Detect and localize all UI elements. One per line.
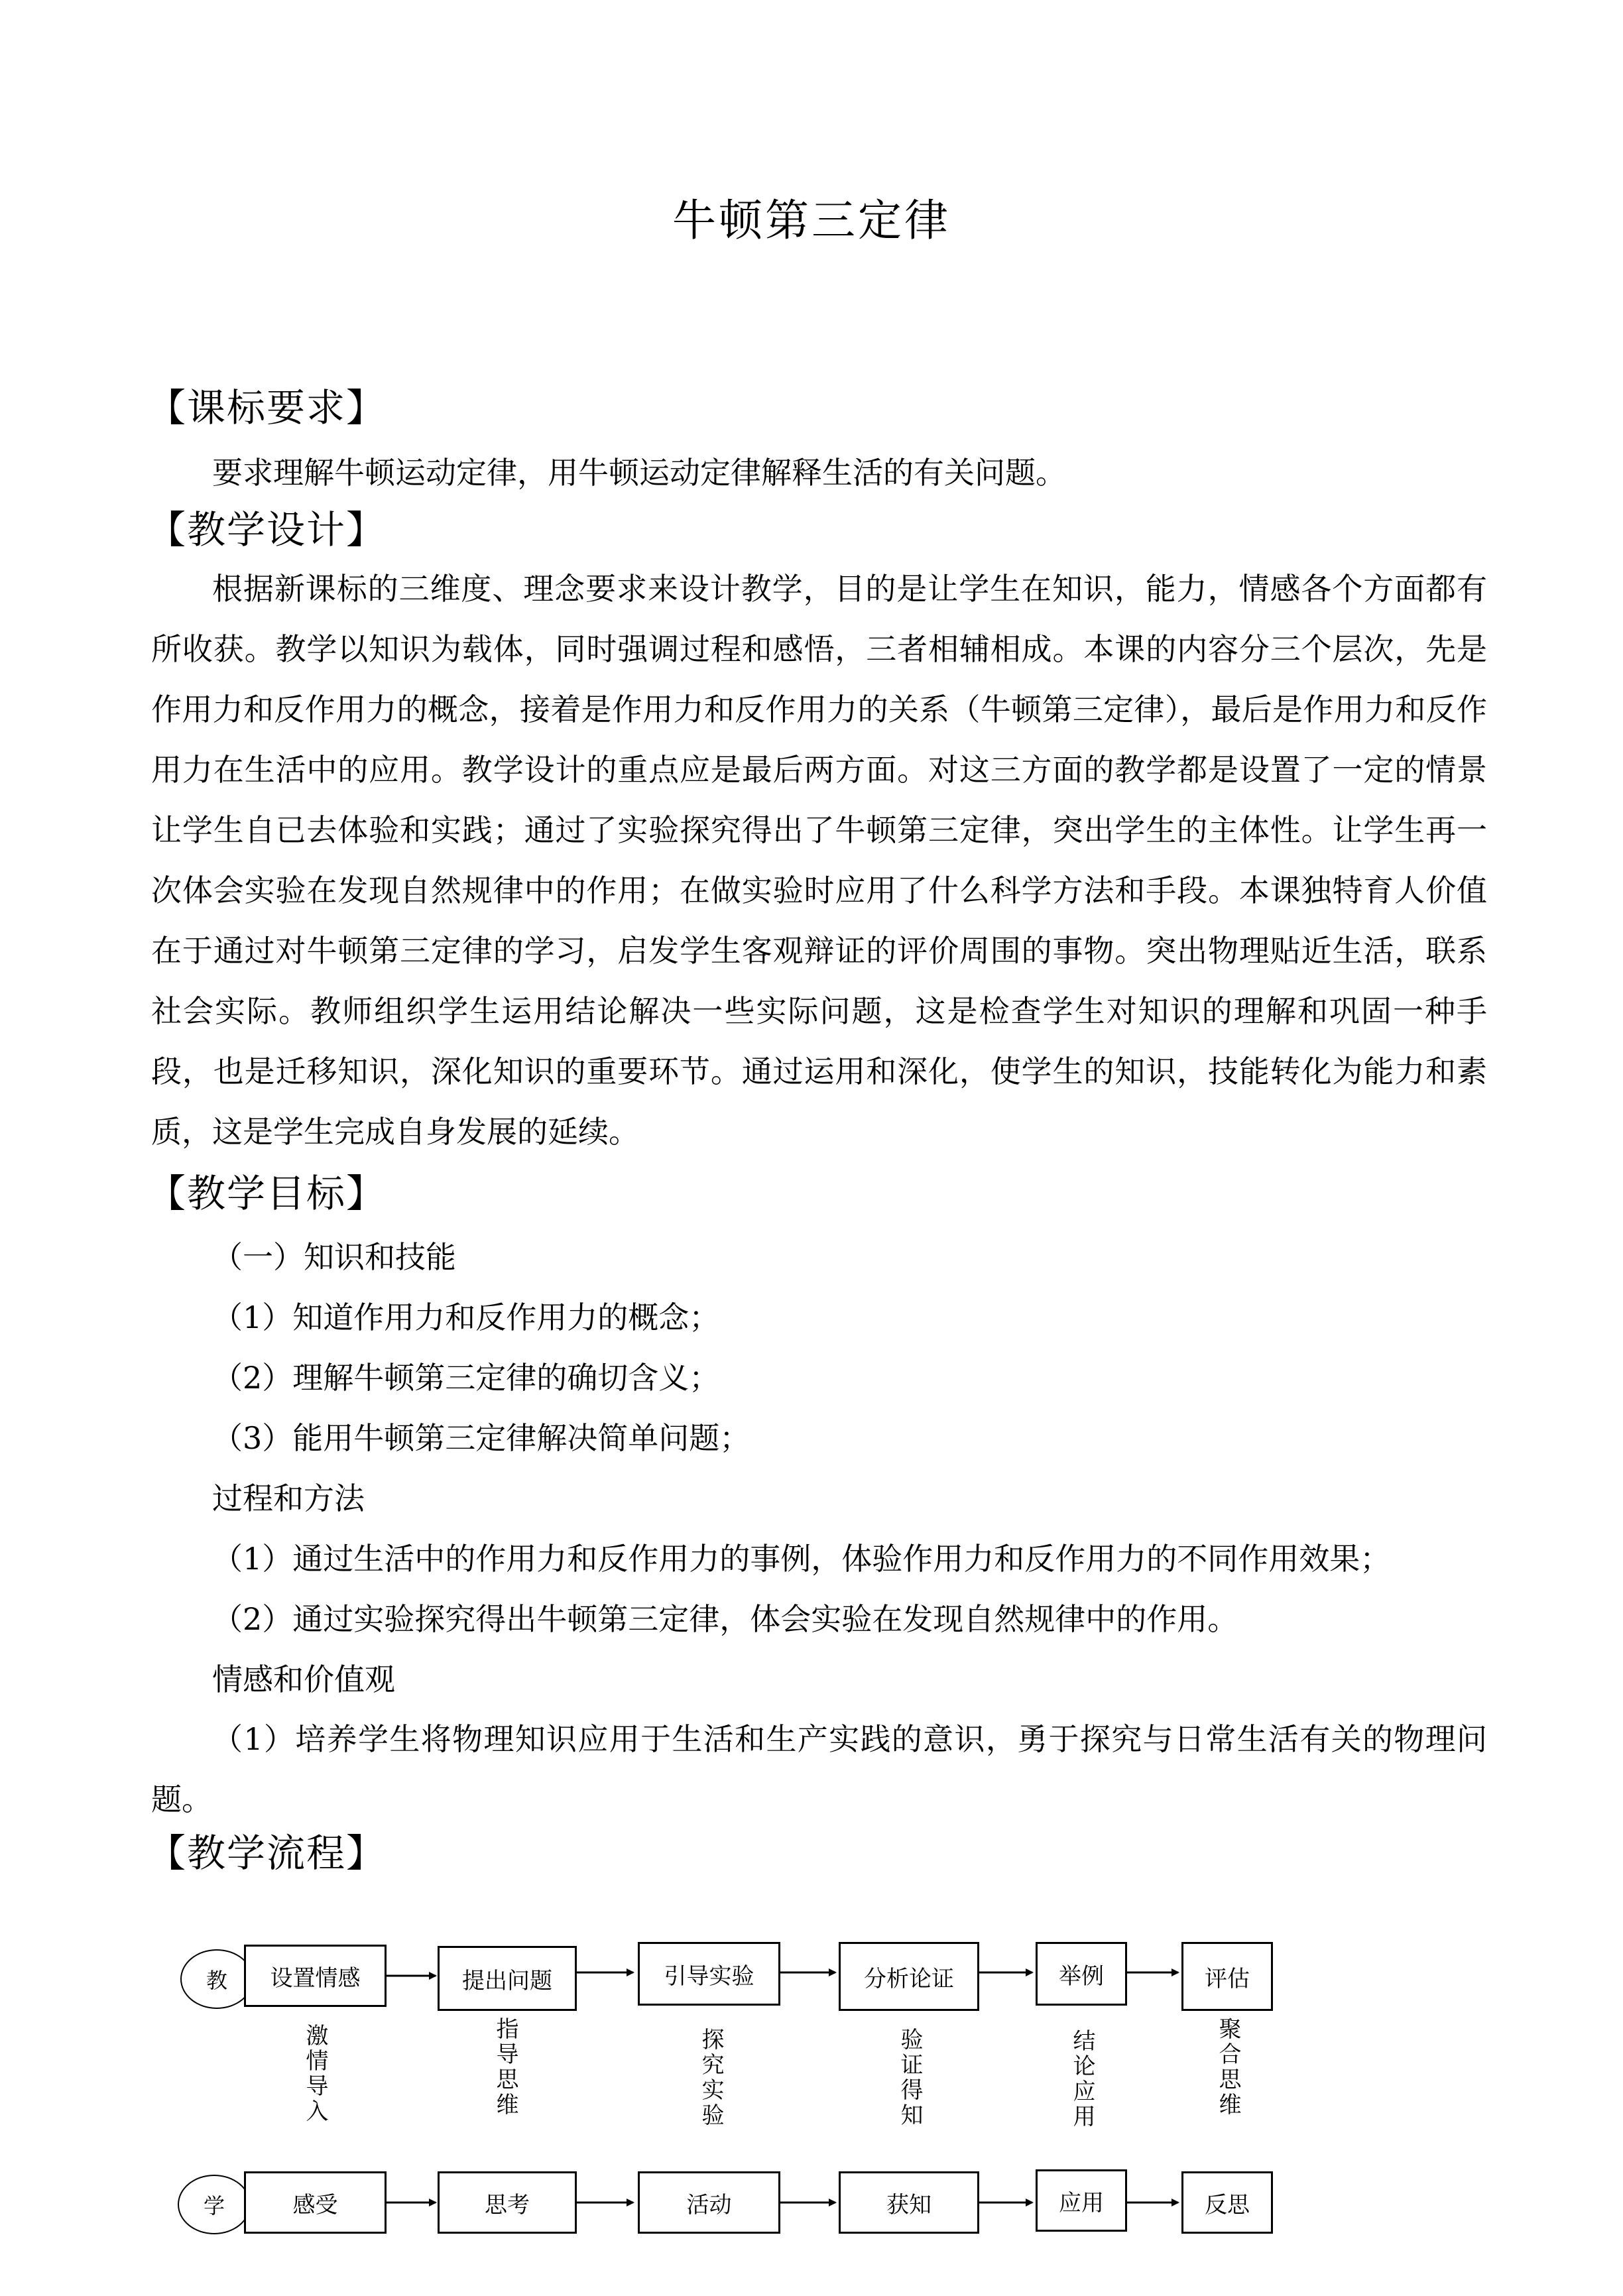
emotion-title: 情感和价值观	[212, 1662, 395, 1697]
middle-label: 聚合思维	[1215, 2017, 1241, 2118]
student-step-box: 获知	[839, 2171, 979, 2234]
heading-design: 【教学设计】	[147, 507, 387, 552]
student-circle: 学	[178, 2175, 251, 2234]
heading-flow: 【教学流程】	[147, 1831, 387, 1876]
page-title: 牛顿第三定律	[672, 195, 951, 246]
teacher-step-box: 举例	[1036, 1942, 1127, 2006]
middle-label: 验证得知	[896, 2027, 923, 2128]
emotion-paragraph: （1）培养学生将物理知识应用于生活和生产实践的意识，勇于探究与日常生活有关的物理问题。	[151, 1721, 1487, 1817]
teacher-step-box: 评估	[1181, 1942, 1273, 2011]
teacher-step-box: 设置情感	[244, 1945, 387, 2007]
process-title: 过程和方法	[212, 1480, 365, 1516]
middle-label: 探究实验	[697, 2027, 724, 2128]
student-step-box: 活动	[638, 2171, 780, 2234]
teacher-circle: 教	[180, 1949, 253, 2009]
teacher-step-box: 引导实验	[638, 1942, 780, 2006]
design-paragraph: 根据新课标的三维度、理念要求来设计教学，目的是让学生在知识，能力，情感各个方面都有所收获。教学以知识为载体，同时强调过程和感悟，三者相辅相成。本课的内容分三个层次，先是作用力和反作用力的概念，接着是作用力和反作用力的关系（牛顿第三定律），最后是作用力和反作用力在生活中的应用。教学设计的重点应是最后两方面。对这三方面的教学都是设置了一定的情景让学生自已去体验和实践；通过了实验探究得出了牛顿第三定律，突出学生的主体性。让学生再一次体会实验在发现自然规律中的作用；在做实验时应用了什么科学方法和手段。本课独特育人价值在于通过对牛顿第三定律的学习，启发学生客观辩证的评价周围的事物。突出物理贴近生活，联系社会实际。教师组织学生运用结论解决一些实际问题，这是检查学生对知识的理解和巩固一种手段，也是迁移知识，深化知识的重要环节。通过运用和深化，使学生的知识，技能转化为能力和素质，这是学生完成自身发展的延续。	[151, 571, 1487, 1150]
knowledge-title: （一）知识和技能	[212, 1239, 456, 1275]
student-step-box: 反思	[1181, 2171, 1273, 2234]
heading-requirements: 【课标要求】	[147, 385, 387, 430]
student-step-box: 思考	[438, 2171, 577, 2234]
process-item: （2）通过实验探究得出牛顿第三定律，体会实验在发现自然规律中的作用。	[212, 1601, 1238, 1637]
teacher-step-box: 提出问题	[438, 1946, 577, 2011]
middle-label: 结论应用	[1069, 2029, 1095, 2130]
knowledge-item: （1）知道作用力和反作用力的概念；	[212, 1299, 720, 1335]
requirements-text: 要求理解牛顿运动定律，用牛顿运动定律解释生活的有关问题。	[212, 455, 1066, 491]
student-step-box: 应用	[1036, 2169, 1127, 2232]
student-step-box: 感受	[244, 2171, 387, 2234]
middle-label: 激情导入	[302, 2024, 328, 2124]
knowledge-item: （3）能用牛顿第三定律解决简单问题；	[212, 1420, 751, 1456]
middle-label: 指导思维	[492, 2017, 518, 2118]
teacher-step-box: 分析论证	[839, 1942, 979, 2011]
heading-objectives: 【教学目标】	[147, 1171, 387, 1216]
knowledge-item: （2）理解牛顿第三定律的确切含义；	[212, 1360, 720, 1396]
process-item: （1）通过生活中的作用力和反作用力的事例，体验作用力和反作用力的不同作用效果；	[212, 1541, 1391, 1577]
